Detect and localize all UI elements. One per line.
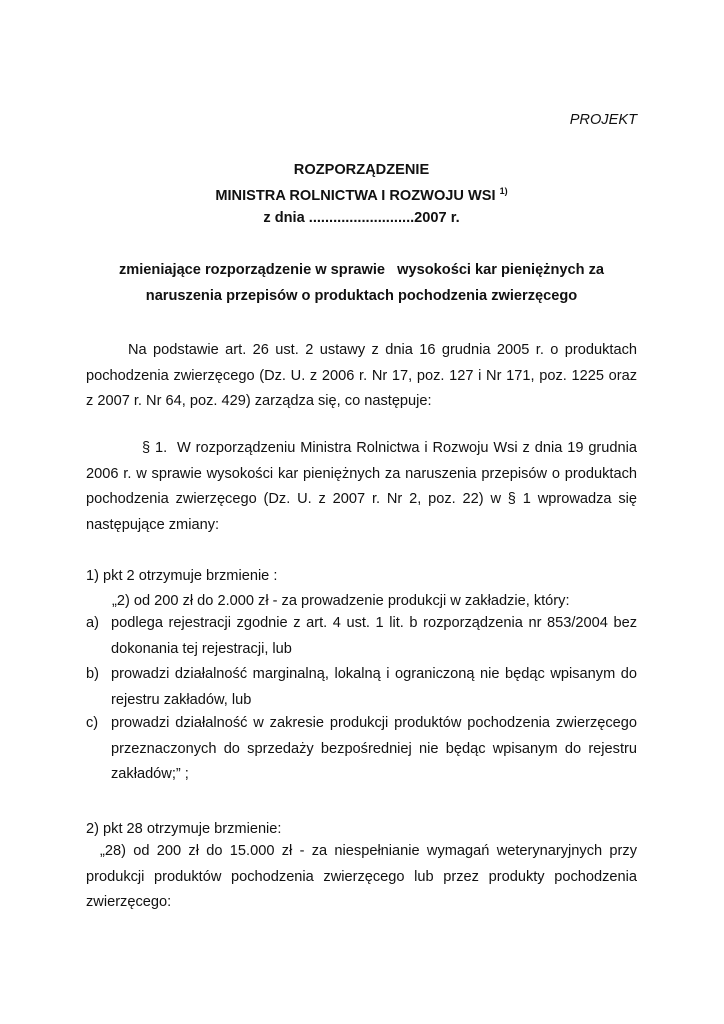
list-item: [86, 662, 637, 713]
section-1-paragraph: [86, 436, 637, 538]
list-item-text: prowadzi działalność w zakresie produkcji produktów pochodzenia zwierzęcego przeznaczonych do sprzedaży bezpośredniej nie będąc wpisanym do rejestru zakładów;” ;: [111, 715, 637, 782]
change-1-intro: 1) pkt 2 otrzymuje brzmienie :: [86, 568, 278, 584]
title-line-1: ROZPORZĄDZENIE: [293, 162, 430, 178]
list-item: [86, 611, 637, 662]
change-2-intro: 2) pkt 28 otrzymuje brzmienie:: [86, 821, 282, 837]
footnote-mark: 1): [499, 186, 508, 196]
document-page: [86, 0, 637, 1024]
list-item-text: prowadzi działalność marginalną, lokalną i ograniczoną nie będąc wpisanym do rejestru zakładów, lub: [111, 666, 637, 708]
list-item-text: podlega rejestracji zgodnie z art. 4 ust. 1 lit. b rozporządzenia nr 853/2004 bez dokonania tej rejestracji, lub: [111, 615, 637, 657]
section-1-text: W rozporządzeniu Ministra Rolnictwa i Rozwoju Wsi z dnia 19 grudnia 2006 r. w sprawie wysokości kar pieniężnych za naruszenia przepisów o produktach pochodzenia zwierzęcego (Dz. U. z 2007 r. Nr 2, poz. 22) w § 1 wprowadza się następujące zmiany:: [86, 440, 637, 533]
title-line-2: [86, 186, 637, 204]
list-item: [86, 711, 637, 788]
section-1-mark: § 1.: [142, 440, 168, 456]
change-1-quote: „2) od 200 zł do 2.000 zł - za prowadzenie produkcji w zakładzie, który:: [112, 593, 570, 609]
list-item-label: b): [86, 666, 99, 682]
subject-line-1: zmieniające rozporządzenie w sprawie wysokości kar pieniężnych za: [118, 262, 605, 278]
legal-basis-paragraph: Na podstawie art. 26 ust. 2 ustawy z dnia 16 grudnia 2005 r. o produktach pochodzenia zwierzęcego (Dz. U. z 2006 r. Nr 17, poz. 127 i Nr 171, poz. 1225 oraz z 2007 r. Nr 64, poz. 429) zarządza się, co następuje:: [86, 342, 637, 409]
change-2-quote: „28) od 200 zł do 15.000 zł - za niespełnianie wymagań weterynaryjnych przy produkcji produktów pochodzenia zwierzęcego lub przez produkty pochodzenia zwierzęcego:: [86, 843, 637, 910]
title-ministry: MINISTRA ROLNICTWA I ROZWOJU WSI: [215, 188, 496, 204]
list-item-label: c): [86, 715, 99, 731]
projekt-label: PROJEKT: [569, 112, 637, 128]
subject-line-2: naruszenia przepisów o produktach pochodzenia zwierzęcego: [145, 288, 578, 304]
list-item-label: a): [86, 615, 99, 631]
title-date: z dnia ..........................2007 r.: [263, 210, 460, 226]
